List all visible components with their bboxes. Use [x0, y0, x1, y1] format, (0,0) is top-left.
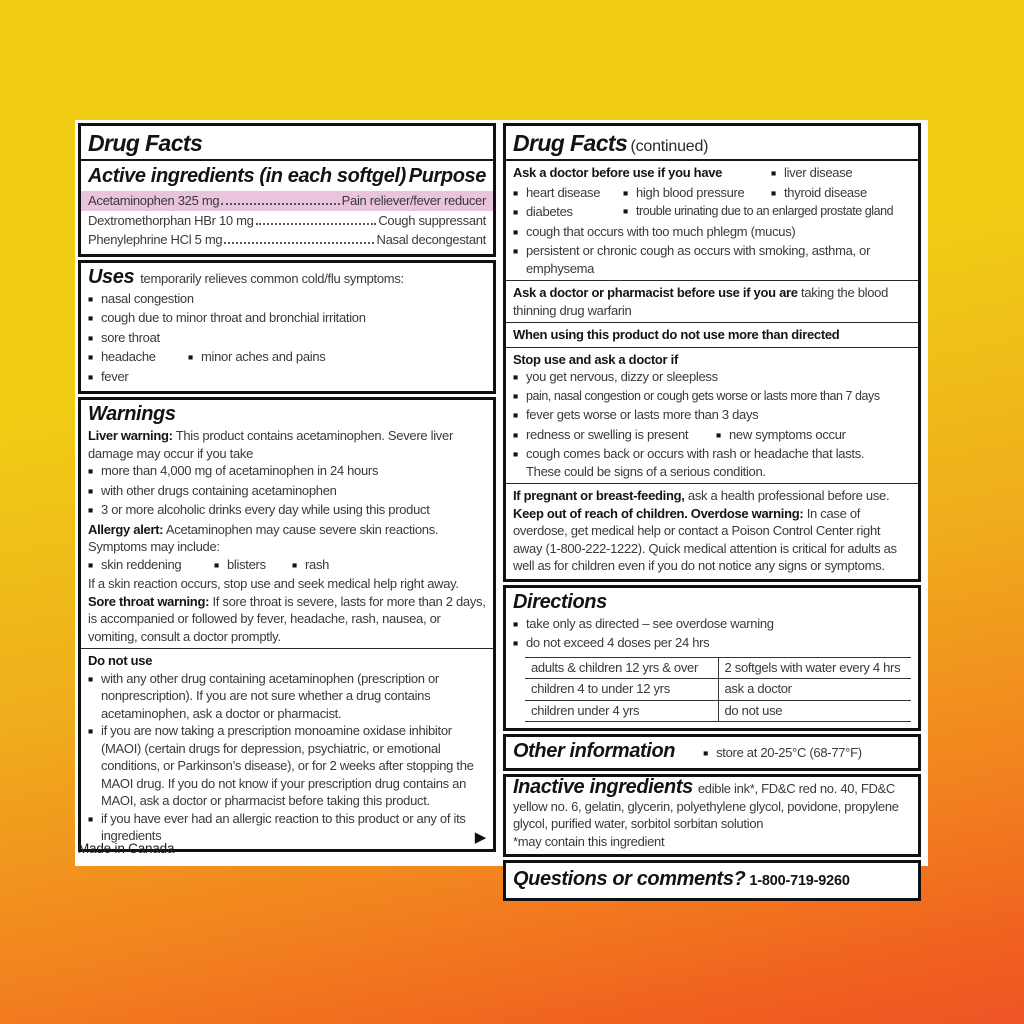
continued-label: (continued) [630, 138, 709, 155]
uses-section [78, 260, 496, 395]
active-ingredients-section [78, 123, 496, 257]
divider [81, 648, 493, 649]
divider [506, 483, 918, 484]
dose-age-cell: children 4 to under 12 yrs [525, 679, 718, 701]
bullet-icon [771, 184, 784, 204]
keep-out-label: Keep out of reach of children. Overdose warning: [513, 505, 804, 521]
liver-bullet: more than 4,000 mg of acetaminophen in 24 hours [101, 463, 379, 478]
ingredient-row-dextromethorphan [81, 211, 493, 231]
continue-arrow-icon: ▶ [474, 829, 486, 846]
stop-use-bullet-line2: These could be signs of a serious condition. [526, 463, 766, 479]
ingredient-row-phenylephrine [81, 230, 493, 250]
directions-section [503, 585, 921, 732]
bullet-icon [88, 482, 101, 502]
ask-pharmacist-label: Ask a doctor or pharmacist before use if you are [513, 285, 798, 300]
liver-warning-paragraph [88, 427, 486, 462]
inactive-ingredients-paragraph [513, 776, 911, 833]
bullet-icon [771, 164, 784, 184]
bullet-icon [88, 722, 101, 810]
dot-leader [224, 242, 374, 244]
bullet-icon [88, 329, 101, 349]
allergy-bullet: blisters [227, 556, 266, 572]
bullet-icon [623, 184, 636, 204]
bullet-icon [716, 426, 729, 446]
bullet-icon [513, 223, 526, 243]
directions-heading: Directions [513, 590, 607, 613]
do-not-use-bullet: if you have ever had an allergic reaction to this product or any of its ingredients [101, 810, 466, 843]
liver-warning-label: Liver warning: [88, 428, 173, 443]
dosing-table [525, 657, 911, 723]
divider [506, 280, 918, 281]
bullet-icon [623, 203, 636, 223]
skin-reaction-text: If a skin reaction occurs, stop use and seek medical help right away. [88, 576, 459, 591]
stop-use-bullet [526, 445, 911, 480]
continued-section [503, 123, 921, 582]
bullet-icon [513, 634, 526, 654]
condition-bullet: liver disease [784, 165, 853, 180]
bullet-icon [88, 556, 101, 576]
keep-out-text: In case of overdose, get medical help or contact a Poison Control Center right away (1-800-222-1222). Quick medical attention is critical for adults as well as for children even if you do not notice any signs or symptoms. [513, 505, 897, 573]
bullet-icon [513, 426, 526, 446]
uses-intro: temporarily relieves common cold/flu symptoms: [140, 270, 404, 286]
purpose-heading: Purpose [408, 165, 486, 187]
divider [506, 322, 918, 323]
allergy-alert-text: Acetaminophen may cause severe skin reactions. Symptoms may include: [88, 521, 439, 554]
bullet-icon [292, 556, 305, 576]
dose-amount-cell: 2 softgels with water every 4 hrs [718, 657, 911, 679]
stop-use-bullet: pain, nasal congestion or cough gets worse or lasts more than 7 days [526, 388, 880, 403]
bullet-icon [88, 348, 101, 368]
dose-amount-cell: do not use [718, 700, 911, 722]
when-using-text: When using this product do not use more than directed [513, 327, 840, 342]
bullet-icon [88, 368, 101, 388]
do-not-use-bullet: if you are now taking a prescription monoamine oxidase inhibitor (MAOI) (certain drugs for depression, psychiatric, or emotional conditions, or Parkinson’s disease), or for 2 weeks after stopping the MAOI drug. If you do not know if your prescription drug contains an MAOI, ask a doctor or pharmacist before taking this product. [101, 723, 474, 808]
right-column [503, 123, 921, 890]
drug-facts-label [75, 120, 928, 890]
liver-bullet: 3 or more alcoholic drinks every day while using this product [101, 502, 430, 517]
stop-use-bullet: new symptoms occur [729, 426, 846, 442]
pregnant-text: ask a health professional before use. [687, 488, 890, 503]
bullet-icon [513, 445, 526, 480]
condition-bullet: persistent or chronic cough as occurs with smoking, asthma, or emphysema [526, 243, 871, 276]
condition-bullet: high blood pressure [636, 184, 745, 200]
dose-age-cell: adults & children 12 yrs & over [525, 657, 718, 679]
ask-doctor-heading: Ask a doctor before use if you have [513, 165, 723, 180]
stop-use-bullet: fever gets worse or lasts more than 3 days [526, 407, 759, 422]
allergy-alert-label: Allergy alert: [88, 521, 164, 537]
uses-heading: Uses [88, 265, 135, 288]
bullet-icon [513, 615, 526, 635]
pregnant-paragraph [513, 487, 911, 575]
bullet-icon [513, 406, 526, 426]
bullet-icon [88, 462, 101, 482]
inactive-ingredients-text: edible ink*, FD&C red no. 40, FD&C yellow no. 6, gelatin, glycerin, polyethylene glycol, povidone, propylene glycol, purified water, sorbitol sorbitan solution [513, 781, 899, 831]
uses-bullet: cough due to minor throat and bronchial irritation [101, 310, 366, 325]
uses-bullet: sore throat [101, 329, 160, 345]
drug-facts-continued-title: Drug Facts [513, 130, 628, 156]
ingredient-row-acetaminophen [81, 191, 493, 211]
bullet-icon [88, 670, 101, 723]
bullet-icon [513, 184, 526, 204]
ingredient-name: Dextromethorphan HBr 10 mg [88, 212, 254, 228]
condition-bullet: cough that occurs with too much phlegm (mucus) [526, 223, 796, 239]
ask-pharmacist-text: taking the blood thinning drug warfarin [513, 285, 889, 318]
stop-use-bullet: you get nervous, dizzy or sleepless [526, 369, 718, 384]
ask-doctor-row [513, 203, 911, 223]
dot-leader [256, 223, 377, 225]
divider [81, 159, 493, 161]
directions-bullet: do not exceed 4 doses per 24 hrs [526, 635, 710, 650]
ask-doctor-row [513, 184, 911, 204]
stop-use-bullet-line1: cough comes back or occurs with rash or headache that lasts. [526, 446, 865, 461]
table-row [525, 657, 911, 679]
phone-number: 1-800-719-9260 [749, 873, 850, 889]
divider [506, 159, 918, 161]
uses-bullet: fever [101, 368, 129, 384]
allergy-alert-paragraph [88, 521, 486, 556]
sore-throat-label: Sore throat warning: [88, 593, 210, 609]
do-not-use-bullet: with any other drug containing acetaminophen (prescription or nonprescription). If you are not sure whether a drug contains acetaminophen, ask a doctor or pharmacist. [101, 670, 439, 721]
ask-pharmacist-paragraph [513, 284, 911, 319]
other-information-heading: Other information [513, 740, 676, 762]
bullet-icon [214, 556, 227, 576]
ingredient-purpose: Cough suppressant [378, 212, 486, 228]
uses-bullet: nasal congestion [101, 290, 194, 306]
dose-age-cell: children under 4 yrs [525, 700, 718, 722]
table-row [525, 679, 911, 701]
allergy-bullet: rash [305, 556, 330, 572]
sore-throat-text: If sore throat is severe, lasts for more than 2 days, is accompanied or followed by fever, headache, rash, nausea, or vomiting, consult a doctor promptly. [88, 593, 486, 644]
ingredient-name: Acetaminophen 325 mg [88, 193, 220, 208]
dot-leader [221, 203, 339, 205]
bullet-icon [88, 810, 101, 845]
bullet-icon [513, 388, 526, 407]
bullet-icon [703, 744, 716, 764]
other-information-section [503, 734, 921, 771]
left-column [78, 123, 496, 846]
drug-facts-title: Drug Facts [88, 130, 203, 156]
divider [506, 347, 918, 348]
stop-use-heading: Stop use and ask a doctor if [513, 351, 678, 367]
ingredient-name: Phenylephrine HCl 5 mg [88, 232, 223, 247]
warnings-section [78, 397, 496, 852]
inactive-footnote: *may contain this ingredient [513, 833, 665, 849]
warnings-heading: Warnings [88, 403, 176, 425]
bullet-icon [513, 203, 526, 223]
condition-bullet: trouble urinating due to an enlarged prostate gland [636, 204, 894, 218]
bullet-icon [88, 501, 101, 521]
condition-bullet: thyroid disease [784, 184, 867, 200]
stop-use-bullet: redness or swelling is present [526, 426, 689, 442]
made-in-text: Made in Canada [78, 841, 175, 856]
bullet-icon [188, 348, 201, 368]
do-not-use-heading: Do not use [88, 653, 153, 668]
bullet-icon [88, 309, 101, 329]
ask-doctor-row [513, 164, 911, 184]
active-ingredients-heading: Active ingredients (in each softgel) [88, 165, 406, 187]
table-row [525, 700, 911, 722]
dose-amount-cell: ask a doctor [718, 679, 911, 701]
sore-throat-paragraph [88, 593, 486, 646]
condition-bullet: diabetes [526, 204, 573, 219]
bullet-icon [513, 368, 526, 388]
uses-bullet: minor aches and pains [201, 349, 326, 364]
storage-text: store at 20-25°C (68-77°F) [716, 745, 862, 760]
inactive-ingredients-heading: Inactive ingredients [513, 776, 693, 798]
pregnant-label: If pregnant or breast-feeding, [513, 488, 685, 503]
inactive-ingredients-section [503, 774, 921, 857]
bullet-icon [88, 290, 101, 310]
liver-bullet: with other drugs containing acetaminophen [101, 482, 337, 498]
questions-section [503, 860, 921, 901]
allergy-bullet: skin reddening [101, 556, 182, 572]
ingredient-purpose: Pain reliever/fever reducer [341, 193, 486, 208]
directions-bullet: take only as directed – see overdose warning [526, 615, 774, 631]
uses-bullet: headache [101, 349, 156, 364]
ingredient-purpose: Nasal decongestant [376, 232, 486, 247]
bullet-icon [513, 242, 526, 277]
questions-heading: Questions or comments? [513, 868, 746, 890]
liver-warning-text: This product contains acetaminophen. Severe liver damage may occur if you take [88, 428, 453, 461]
condition-bullet: heart disease [526, 184, 601, 200]
